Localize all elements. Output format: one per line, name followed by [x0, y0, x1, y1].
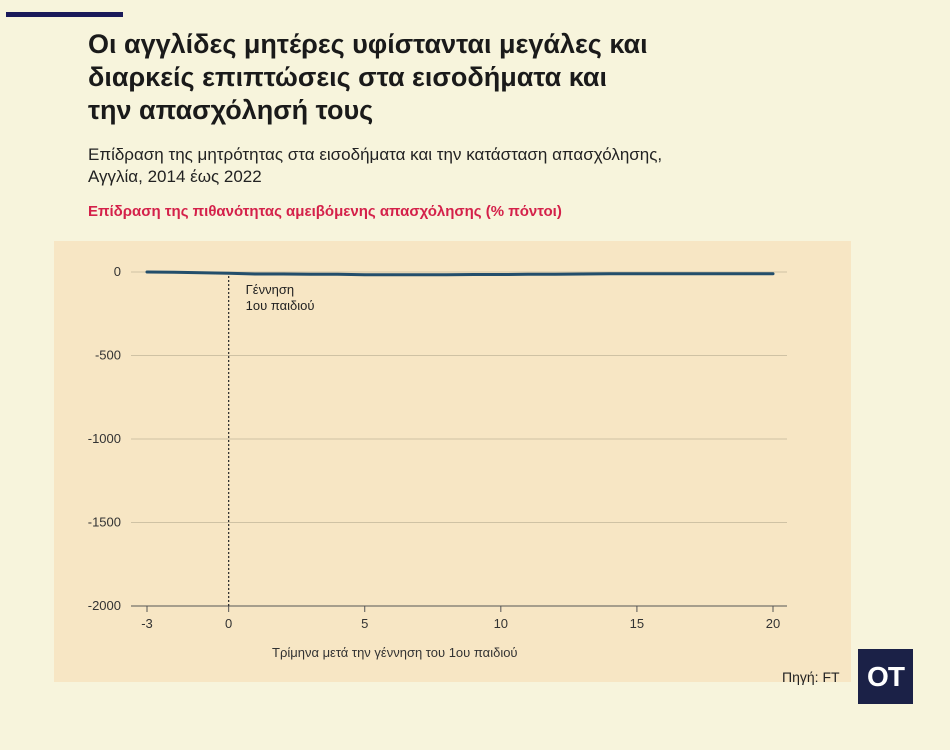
data-point-0-17: [608, 273, 610, 275]
data-point-0-5: [282, 273, 284, 275]
source-note: Πηγή: FT: [782, 669, 840, 685]
data-point-0-16: [581, 273, 583, 275]
data-point-0-19: [663, 272, 665, 274]
title-line-3: την απασχόλησή τους: [88, 95, 374, 125]
data-point-0-0: [146, 271, 148, 273]
y-tick-label-4: -2000: [87, 598, 121, 613]
data-point-0-15: [554, 273, 556, 275]
birth-annotation-line-2: 1ου παιδιού: [245, 298, 315, 313]
data-point-0-2: [200, 272, 202, 274]
data-point-0-4: [255, 273, 257, 275]
x-tick-label-0: -3: [141, 616, 153, 631]
y-tick-label-2: -1000: [87, 431, 121, 446]
title-line-2: διαρκείς επιπτώσεις στα εισοδήματα και: [88, 62, 607, 92]
data-point-0-23: [772, 273, 774, 275]
title-line-1: Οι αγγλίδες μητέρες υφίστανται μεγάλες και: [88, 29, 648, 59]
y-axis-tick-labels: [88, 264, 121, 613]
subtitle-line-1: Επίδραση της μητρότητας στα εισοδήματα και την κατάσταση απασχόλησης,: [88, 145, 663, 164]
data-point-0-22: [745, 273, 747, 275]
gridlines: [131, 272, 787, 606]
data-point-0-13: [500, 273, 502, 275]
x-tick-label-2: 5: [361, 616, 369, 631]
data-point-0-14: [527, 273, 529, 275]
data-point-0-18: [636, 273, 638, 275]
data-point-0-12: [472, 273, 474, 275]
data-point-0-7: [336, 273, 338, 275]
data-point-0-21: [717, 272, 719, 274]
data-point-0-20: [690, 272, 692, 274]
x-tick-label-3: 10: [493, 616, 509, 631]
x-tick-label-4: 15: [629, 616, 645, 631]
ot-logo: OT: [858, 649, 913, 704]
x-axis-label: Τρίμηνα μετά την γέννηση του 1ου παιδιού: [272, 645, 518, 660]
data-point-0-6: [309, 273, 311, 275]
y-tick-label-1: -500: [94, 347, 121, 363]
y-tick-label-3: -1500: [87, 514, 121, 530]
data-point-0-10: [418, 273, 420, 275]
data-point-0-3: [227, 272, 229, 274]
data-point-0-9: [391, 273, 393, 275]
data-point-0-1: [173, 271, 175, 273]
data-point-0-11: [445, 273, 447, 275]
subtitle-line-2: Αγγλία, 2014 έως 2022: [88, 167, 262, 186]
x-axis: [131, 606, 787, 631]
measure-label: Επίδραση της πιθανότητας αμειβόμενης απασχόλησης (% πόντοι): [88, 203, 562, 220]
x-tick-label-5: 20: [765, 616, 781, 631]
y-tick-label-0: 0: [113, 264, 121, 279]
data-point-0-8: [364, 273, 366, 275]
x-tick-label-1: 0: [225, 616, 233, 631]
birth-annotation-line-1: Γέννηση: [245, 282, 295, 297]
